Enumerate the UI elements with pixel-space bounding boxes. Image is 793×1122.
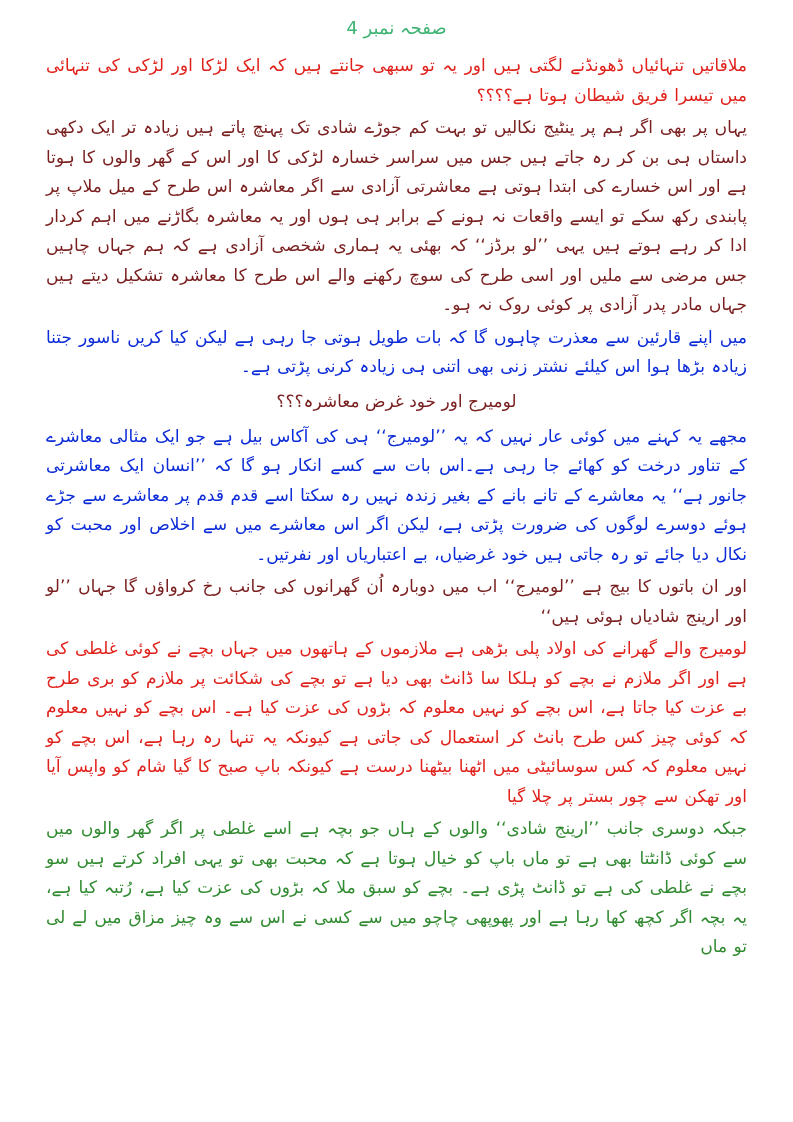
paragraph-3: میں اپنے قارئین سے معذرت چاہوں گا کہ بات طویل ہوتی جا رہی ہے لیکن کیا کریں ناسور جتنا زیادہ بڑھا ہوا اس کیلئے نشتر زنی بھی اتنی ہی زیادہ کرنی پڑتی ہے۔ — [46, 327, 747, 377]
paragraph-group-1 — [46, 52, 747, 383]
paragraph-7: جبکہ دوسری جانب ’’ارینج شادی‘‘ والوں کے ہاں جو بچہ ہے اسے غلطی پر اگر گھر والوں میں سے کوئی ڈانٹتا بھی ہے تو ماں باپ کو خیال ہوتا ہے کہ محبت بھی تو یہی افراد کرتے ہیں سو بچے نے غلطی کی ہے تو ڈانٹ پڑی ہے۔ بچے کو سبق ملا کہ بڑوں کی عزت کیا ہے، رُتبہ کیا ہے، یہ بچہ اگر کچھ کھا رہا ہے اور پھوپھی چاچو میں سے کسی نے اس سے وہ چیز مزاق میں لے لی تو ماں — [46, 819, 747, 957]
paragraph-5: اور ان باتوں کا بیج ہے ’’لومیرج‘‘ اب میں دوبارہ اُن گھرانوں کی جانب رخ کرواؤں گا جہاں ’’لو اور ارینج شادیاں ہوئی ہیں‘‘ — [46, 577, 747, 627]
paragraph-1: ملاقاتیں تنہائیاں ڈھونڈنے لگتی ہیں اور یہ تو سبھی جانتے ہیں کہ ایک لڑکا اور لڑکی کی تنہائی میں تیسرا فریق شیطان ہوتا ہے؟؟؟؟ — [46, 56, 747, 106]
paragraph-4: مجھے یہ کہنے میں کوئی عار نہیں کہ یہ ’’لومیرج‘‘ ہی کی آکاس بیل ہے جو ایک مثالی معاشرے کے تناور درخت کو کھائے جا رہی ہے۔اس بات سے کسے انکار ہو گا کہ ’’انسان ایک معاشرتی جانور ہے‘‘ یہ معاشرے کے تانے بانے کے بغیر زندہ نہیں رہ سکتا اسے قدم قدم پر معاشرے سے جڑے ہوئے دوسرے لوگوں کی ضرورت پڑتی ہے، لیکن اگر اس معاشرے میں سے اخلاص اور محبت کو نکال دیا جائے تو رہ جاتی ہیں خود غرضیاں، بے اعتباریاں اور نفرتیں۔ — [46, 426, 747, 565]
paragraph-6: لومیرج والے گھرانے کی اولاد پلی بڑھی ہے ملازموں کے ہاتھوں میں جہاں بچے نے کوئی غلطی کی ہے اور اگر ملازم نے بچے کو ہلکا سا ڈانٹ بھی دیا ہے تو بچے کی شکائت پر ملازم کو بری طرح بے عزت کیا جاتا ہے، اس بچے کو نہیں معلوم کہ بڑوں کی عزت کیا ہے۔ اس بچے کو نہیں معلوم کہ کوئی چیز کس طرح بانٹ کر استعمال کی جاتی ہے کیونکہ یہ تنہا رہ رہا ہے، اس بچے کو نہیں معلوم کہ کس سوسائیٹی میں اٹھنا بیٹھنا درست ہے کیونکہ باپ صبح کا گیا شام کو واپس آیا اور تھکن سے چور بستر پر چلا گیا — [46, 639, 747, 807]
section-heading: لومیرج اور خود غرض معاشرہ؟؟؟ — [276, 391, 517, 412]
paragraph-2: یہاں پر بھی اگر ہم پر ینٹیج نکالیں تو بہت کم جوڑے شادی تک پہنچ پاتے ہیں زیادہ تر ایک دکھی داستاں ہی بن کر رہ جاتے ہیں جس میں سراسر خسارہ لڑکی کا اور اس کے گھر والوں کا ہوتا ہے اور اس خسارے کی ابتدا ہوتی ہے معاشرتی آزادی سے اگر معاشرہ اس طرح کے میل ملاپ پر پابندی رکھ سکے تو ایسے واقعات نہ ہونے کے برابر ہی ہوں اور یہ معاشرہ بگاڑنے میں اہم کردار ادا کر رہے ہوتے ہیں یہی ’’لو برڈز‘‘ کہ بھئی یہ ہماری شخصی آزادی ہے کہ ہم جہاں چاہیں جس مرضی سے ملیں اور اسی طرح کی سوچ رکھنے والے اس طرح کا معاشرہ تشکیل دیتے ہیں جہاں مادر پدر آزادی پر کوئی روک نہ ہو۔ — [46, 118, 747, 315]
page-number: صفحہ نمبر 4 — [346, 18, 447, 39]
paragraph-group-2 — [46, 423, 747, 963]
